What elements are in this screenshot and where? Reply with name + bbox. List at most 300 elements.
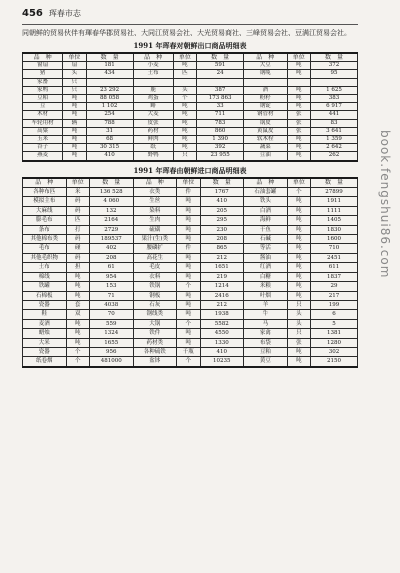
table-cell: 匹 (66, 216, 89, 225)
table-cell: 70 (89, 310, 133, 319)
table-cell: 吨 (177, 235, 200, 244)
table-cell: 玉米 (23, 136, 63, 144)
table-cell: 3 641 (311, 127, 358, 135)
table-cell: 吨 (173, 144, 196, 152)
table-cell: 个 (66, 347, 89, 356)
table-row (23, 103, 358, 111)
table-cell: 谷子 (23, 144, 63, 152)
table-cell: 吨 (173, 127, 196, 135)
table-cell: 吨 (66, 291, 89, 300)
table-row (23, 282, 358, 291)
table-cell: 牛 (244, 310, 288, 319)
table-cell: 711 (197, 111, 244, 119)
table-cell: 1214 (200, 282, 244, 291)
table-cell: 打 (66, 225, 89, 234)
table-cell: 高粱 (23, 127, 63, 135)
column-header: 数 量 (89, 178, 133, 188)
table-cell: 钢管材 (244, 111, 288, 119)
table-cell: 410 (200, 197, 244, 206)
table-cell: 吨 (63, 136, 86, 144)
table-row (23, 70, 358, 78)
table-cell: 295 (200, 216, 244, 225)
document-page (22, 8, 358, 368)
table-row (23, 300, 358, 309)
table-cell: 10235 (200, 357, 244, 367)
table-cell: 吨 (66, 319, 89, 328)
table-cell (173, 78, 196, 86)
table-row (23, 111, 358, 119)
table-cell (133, 78, 173, 86)
table-cell: 吨 (177, 263, 200, 272)
table-row (23, 263, 358, 272)
table-cell: 吨 (177, 253, 200, 262)
table-cell: 码 (66, 235, 89, 244)
table-cell: 410 (200, 347, 244, 356)
table-cell: 吨 (177, 225, 200, 234)
column-header: 单位 (173, 53, 196, 62)
table-cell: 米粮 (244, 282, 288, 291)
table-cell: 吨 (287, 282, 310, 291)
table-row (23, 95, 358, 103)
table-row (23, 136, 358, 144)
table-cell: 土布 (133, 70, 173, 78)
table-cell: 麦酒 (23, 319, 67, 328)
table-cell: 956 (89, 347, 133, 356)
table-row (23, 206, 358, 215)
table-cell: 只 (287, 300, 310, 309)
column-header: 单位 (63, 53, 86, 62)
table-cell: 药材类 (133, 338, 177, 347)
table-cell: 蜡烛 (23, 329, 67, 338)
table-cell: 吨 (287, 253, 310, 262)
table-cell: 954 (89, 272, 133, 281)
table-cell: 张 (287, 111, 310, 119)
table-cell: 95 (311, 70, 358, 78)
table-cell: 68 (86, 136, 133, 144)
table-row (23, 78, 358, 86)
table-cell: 辆 (63, 119, 86, 127)
table-cell: 208 (89, 253, 133, 262)
table-cell: 鲜肉 (133, 136, 173, 144)
table-cell: 羊 (244, 300, 288, 309)
table-row (23, 197, 358, 206)
table-cell: 吨 (63, 111, 86, 119)
table-cell: 吨 (287, 272, 310, 281)
table-cell: 吨 (287, 103, 310, 111)
table-cell: 吨 (287, 70, 310, 78)
table-cell: 家鸭 (23, 86, 63, 94)
table-cell: 码 (66, 206, 89, 215)
table-cell: 生丝 (133, 197, 177, 206)
table-cell: 大锅 (133, 319, 177, 328)
table-cell: 4038 (89, 300, 133, 309)
table-cell: 189537 (89, 235, 133, 244)
table-cell (287, 78, 310, 86)
table-cell: 石灰 (133, 300, 177, 309)
table-row (23, 338, 358, 347)
table-cell: 头 (63, 70, 86, 78)
table-cell: 钢板 (133, 291, 177, 300)
table-cell: 吨 (66, 282, 89, 291)
table-cell: 鸡蛋 (133, 95, 173, 103)
table-cell: 大麻线 (23, 206, 67, 215)
table-cell: 头 (287, 310, 310, 319)
table-cell: 毛布 (23, 244, 67, 253)
table-cell: 钢缆 (244, 70, 288, 78)
table-cell: 毛皮 (133, 263, 177, 272)
table-cell: 匹 (173, 70, 196, 78)
table-cell: 铁头 (244, 197, 288, 206)
table-cell: 只 (173, 152, 196, 161)
table-cell: 吨 (287, 62, 310, 70)
table-cell: 件 (177, 244, 200, 253)
table-cell: 豆 (23, 103, 63, 111)
table-cell: 吨 (177, 338, 200, 347)
table-cell: 石棉板 (23, 291, 67, 300)
table-cell (86, 78, 133, 86)
table-cell: 马 (244, 319, 288, 328)
table-cell: 441 (311, 111, 358, 119)
table-cell: 吨 (287, 86, 310, 94)
column-header: 品 种 (23, 178, 67, 188)
table-cell: 1655 (89, 338, 133, 347)
table-cell: 吨 (287, 235, 310, 244)
table-cell: 1830 (311, 225, 358, 234)
table-cell: 611 (311, 263, 358, 272)
table-cell: 181 (86, 62, 133, 70)
table-cell: 吨 (66, 272, 89, 281)
table-cell: 小麦 (133, 62, 173, 70)
table-cell: 262 (311, 152, 358, 161)
table-cell: 吨 (287, 136, 310, 144)
table-cell: 吨 (287, 244, 310, 253)
column-header: 品 种 (244, 53, 288, 62)
table-cell: 230 (200, 225, 244, 234)
table-cell: 吨 (63, 127, 86, 135)
table-cell: 个 (66, 357, 89, 367)
table-cell: 白酒 (244, 206, 288, 215)
table-row (23, 319, 358, 328)
table-cell: 4 060 (89, 197, 133, 206)
import-table-header (23, 178, 358, 188)
table-cell: 窗扇 (23, 62, 63, 70)
table-cell: 果汁(生)类 (133, 235, 177, 244)
table-cell: 2416 (200, 291, 244, 300)
table-cell: 生肉 (133, 216, 177, 225)
table-cell: 208 (200, 235, 244, 244)
table-cell: 个 (287, 188, 310, 197)
table-cell: 等活 (244, 244, 288, 253)
table-cell: 件 (177, 188, 200, 197)
table-cell: 头 (173, 86, 196, 94)
table-row (23, 152, 358, 161)
table-cell: 132 (89, 206, 133, 215)
table-cell: 1651 (200, 263, 244, 272)
column-header: 数 量 (311, 178, 358, 188)
table-cell: 吨 (63, 103, 86, 111)
table-cell: 膨毛布 (23, 216, 67, 225)
table-cell: 石油套罐 (244, 188, 288, 197)
table-cell: 吨 (173, 136, 196, 144)
table-cell: 2729 (89, 225, 133, 234)
table-cell: 1405 (311, 216, 358, 225)
table-cell: 吨 (173, 111, 196, 119)
table-cell: 瓷器 (23, 347, 67, 356)
column-header: 单位 (287, 178, 310, 188)
table-cell: 大麦 (133, 111, 173, 119)
table-cell: 干鱼 (244, 225, 288, 234)
table-row (23, 291, 358, 300)
table-cell: 药材 (133, 127, 173, 135)
table-cell: 434 (86, 70, 133, 78)
table-cell: 豆粕 (244, 347, 288, 356)
watermark-text: book.fengshui86.com (378, 130, 392, 279)
table-row (23, 188, 358, 197)
table-cell: 559 (89, 319, 133, 328)
table-cell: 2 642 (311, 144, 358, 152)
table-cell: 吨 (287, 357, 310, 367)
table-cell: 783 (197, 119, 244, 127)
table-cell: 392 (197, 144, 244, 152)
table-cell: 蔬菜 (244, 144, 288, 152)
table-cell: 153 (89, 282, 133, 291)
table-cell: 鞋 (23, 310, 67, 319)
table-cell: 布袋 (244, 338, 288, 347)
table-cell: 其他棉布类 (23, 235, 67, 244)
table-cell: 红酒 (244, 263, 288, 272)
column-header: 品 种 (23, 53, 63, 62)
table-cell: 张 (287, 338, 310, 347)
column-header: 数 量 (200, 178, 244, 188)
table-cell: 吨 (177, 206, 200, 215)
table-cell: 吨 (177, 300, 200, 309)
table-cell: 张 (287, 119, 310, 127)
table-cell (197, 78, 244, 86)
table-cell: 吨 (173, 103, 196, 111)
table-cell: 叶烟 (244, 291, 288, 300)
table-cell: 788 (86, 119, 133, 127)
page-header (22, 8, 358, 25)
table-cell: 1 102 (86, 103, 133, 111)
page-number: 456 (22, 8, 43, 19)
table-cell: 鹿 (133, 86, 173, 94)
table-cell: 粉籽 (244, 95, 288, 103)
column-header: 单位 (66, 178, 89, 188)
table-cell: 盆钵 (133, 357, 177, 367)
table-cell: 372 (311, 62, 358, 70)
table-cell: 大豆 (244, 62, 288, 70)
table-cell: 染料 (133, 206, 177, 215)
export-table (22, 52, 358, 162)
table-cell: 吨 (287, 197, 310, 206)
table-cell: 豆油 (244, 152, 288, 161)
table-cell: 1381 (311, 329, 358, 338)
table-cell: 腰磷扩 (133, 244, 177, 253)
column-header: 数 量 (311, 53, 358, 62)
table-cell: 吨 (173, 62, 196, 70)
table-cell: 车轮用材 (23, 119, 63, 127)
table-cell: 石碱 (244, 235, 288, 244)
table-cell: 5 (311, 319, 358, 328)
table-cell: 个 (177, 319, 200, 328)
table-cell: 各种硫铁 (133, 347, 177, 356)
table-cell: 各种布匹 (23, 188, 67, 197)
table-cell: 6 (311, 310, 358, 319)
table-cell: 黄鼠皮 (244, 127, 288, 135)
table-cell: 吨 (66, 338, 89, 347)
table-cell: 吨 (66, 329, 89, 338)
table-cell: 条布 (23, 225, 67, 234)
table-cell: 吨 (63, 144, 86, 152)
table-cell: 1938 (200, 310, 244, 319)
table-cell: 扇 (63, 62, 86, 70)
table-cell: 只 (63, 78, 86, 86)
column-header: 单位 (287, 53, 310, 62)
table-cell: 1324 (89, 329, 133, 338)
table-cell: 173 863 (197, 95, 244, 103)
table-cell: 6 917 (311, 103, 358, 111)
column-header: 数 量 (86, 53, 133, 62)
table-cell: 1 390 (197, 136, 244, 144)
table-cell: 只 (63, 86, 86, 94)
table-cell: 吨 (177, 272, 200, 281)
table-cell: 瓷器 (23, 300, 67, 309)
table-cell (311, 78, 358, 86)
table-cell: 1111 (311, 206, 358, 215)
export-table-header (23, 53, 358, 62)
table-cell: 衣料 (133, 272, 177, 281)
table-cell: 2451 (311, 253, 358, 262)
table-cell (244, 78, 288, 86)
table-cell: 个 (177, 357, 200, 367)
table-cell: 铁锅 (133, 282, 177, 291)
table-row (23, 329, 358, 338)
table-cell: 酱油 (244, 253, 288, 262)
table-cell: 吨 (177, 310, 200, 319)
table-cell: 865 (200, 244, 244, 253)
table-cell: 吨 (177, 197, 200, 206)
table-cell: 302 (311, 347, 358, 356)
table-cell: 个 (177, 282, 200, 291)
table-cell: 33 (197, 103, 244, 111)
table-cell: 吨 (287, 291, 310, 300)
table-row (23, 272, 358, 281)
table-cell: 吨 (287, 347, 310, 356)
table-cell: 吨 (287, 206, 310, 215)
table-cell: 豆粕 (23, 95, 63, 103)
table-row (23, 225, 358, 234)
column-header: 单位 (177, 178, 200, 188)
table-cell: 吨 (287, 144, 310, 152)
table-cell: 张 (287, 127, 310, 135)
table-cell: 家畜 (23, 78, 63, 86)
table-row (23, 253, 358, 262)
table-cell: 136 528 (89, 188, 133, 197)
import-table (22, 177, 358, 368)
table-cell: 钢线类 (133, 310, 177, 319)
table-cell: 码 (66, 253, 89, 262)
table-row (23, 216, 358, 225)
table-cell: 吨 (173, 119, 196, 127)
table-cell: 铁罐 (23, 282, 67, 291)
table-cell: 锅皮 (244, 119, 288, 127)
table-cell: 1600 (311, 235, 358, 244)
table-cell: 棉线 (23, 272, 67, 281)
import-table-body (23, 188, 358, 367)
table-cell: 猪 (23, 70, 63, 78)
table-cell: 71 (89, 291, 133, 300)
table-cell: 大米 (23, 338, 67, 347)
table-cell: 黄豆 (244, 357, 288, 367)
column-header: 品 种 (133, 178, 177, 188)
table-cell: 吨 (177, 216, 200, 225)
table-cell: 217 (311, 291, 358, 300)
table-cell: 软木栓 (244, 136, 288, 144)
table-cell: 212 (200, 300, 244, 309)
header-title: 珲春市志 (48, 9, 81, 18)
export-table-caption: 1991 年珲春对朝鲜出口商品明细表 (133, 41, 247, 50)
table-row (23, 86, 358, 94)
table-cell: 219 (200, 272, 244, 281)
table-cell: 高花生 (133, 253, 177, 262)
table-cell: 家禽 (244, 329, 288, 338)
table-cell: 2164 (89, 216, 133, 225)
table-cell: 吨 (63, 152, 86, 161)
table-cell: 模拟主布 (23, 197, 67, 206)
table-row (23, 144, 358, 152)
table-cell: 29 (311, 282, 358, 291)
table-row (23, 357, 358, 367)
table-cell: 23 292 (86, 86, 133, 94)
column-header: 品 种 (133, 53, 173, 62)
table-cell: 其他毛织物 (23, 253, 67, 262)
table-cell: 土布 (23, 263, 67, 272)
table-cell: 31 (86, 127, 133, 135)
table-cell: 27899 (311, 188, 358, 197)
table-cell: 吨 (287, 95, 310, 103)
table-cell: 1767 (200, 188, 244, 197)
table-cell: 皮张 (133, 119, 173, 127)
table-cell: 燕麦 (23, 152, 63, 161)
export-table-body (23, 62, 358, 161)
intro-paragraph: 同朝鲜的贸易伙伴有琿春华郡贸易社、大同江贸易会社、大光贸易商社、三峰贸易会社、豆满江贸易会社。 (22, 29, 351, 37)
table-row (23, 310, 358, 319)
table-row (23, 244, 358, 253)
table-cell: 钢锭 (244, 103, 288, 111)
table-cell: 1330 (200, 338, 244, 347)
table-cell: 担 (66, 263, 89, 272)
table-cell: 野鸭 (133, 152, 173, 161)
table-cell: 710 (311, 244, 358, 253)
table-cell: 衣类 (133, 188, 177, 197)
table-cell: 1280 (311, 338, 358, 347)
table-cell: 23 955 (197, 152, 244, 161)
table-cell: 1911 (311, 197, 358, 206)
table-cell: 海鲜 (244, 216, 288, 225)
table-cell: 吨 (287, 216, 310, 225)
table-cell: 硫磺 (133, 225, 177, 234)
import-table-caption: 1991 年珲春由朝鲜进口商品明细表 (133, 165, 247, 175)
table-cell: 纸卷烟 (23, 357, 67, 367)
table-cell: 个 (173, 95, 196, 103)
table-cell: 212 (200, 253, 244, 262)
table-cell: 387 (197, 86, 244, 94)
table-cell: 205 (200, 206, 244, 215)
table-cell: 木材 (23, 111, 63, 119)
table-cell: 千瓶 (177, 347, 200, 356)
table-cell: 5582 (200, 319, 244, 328)
table-cell: 1 359 (311, 136, 358, 144)
